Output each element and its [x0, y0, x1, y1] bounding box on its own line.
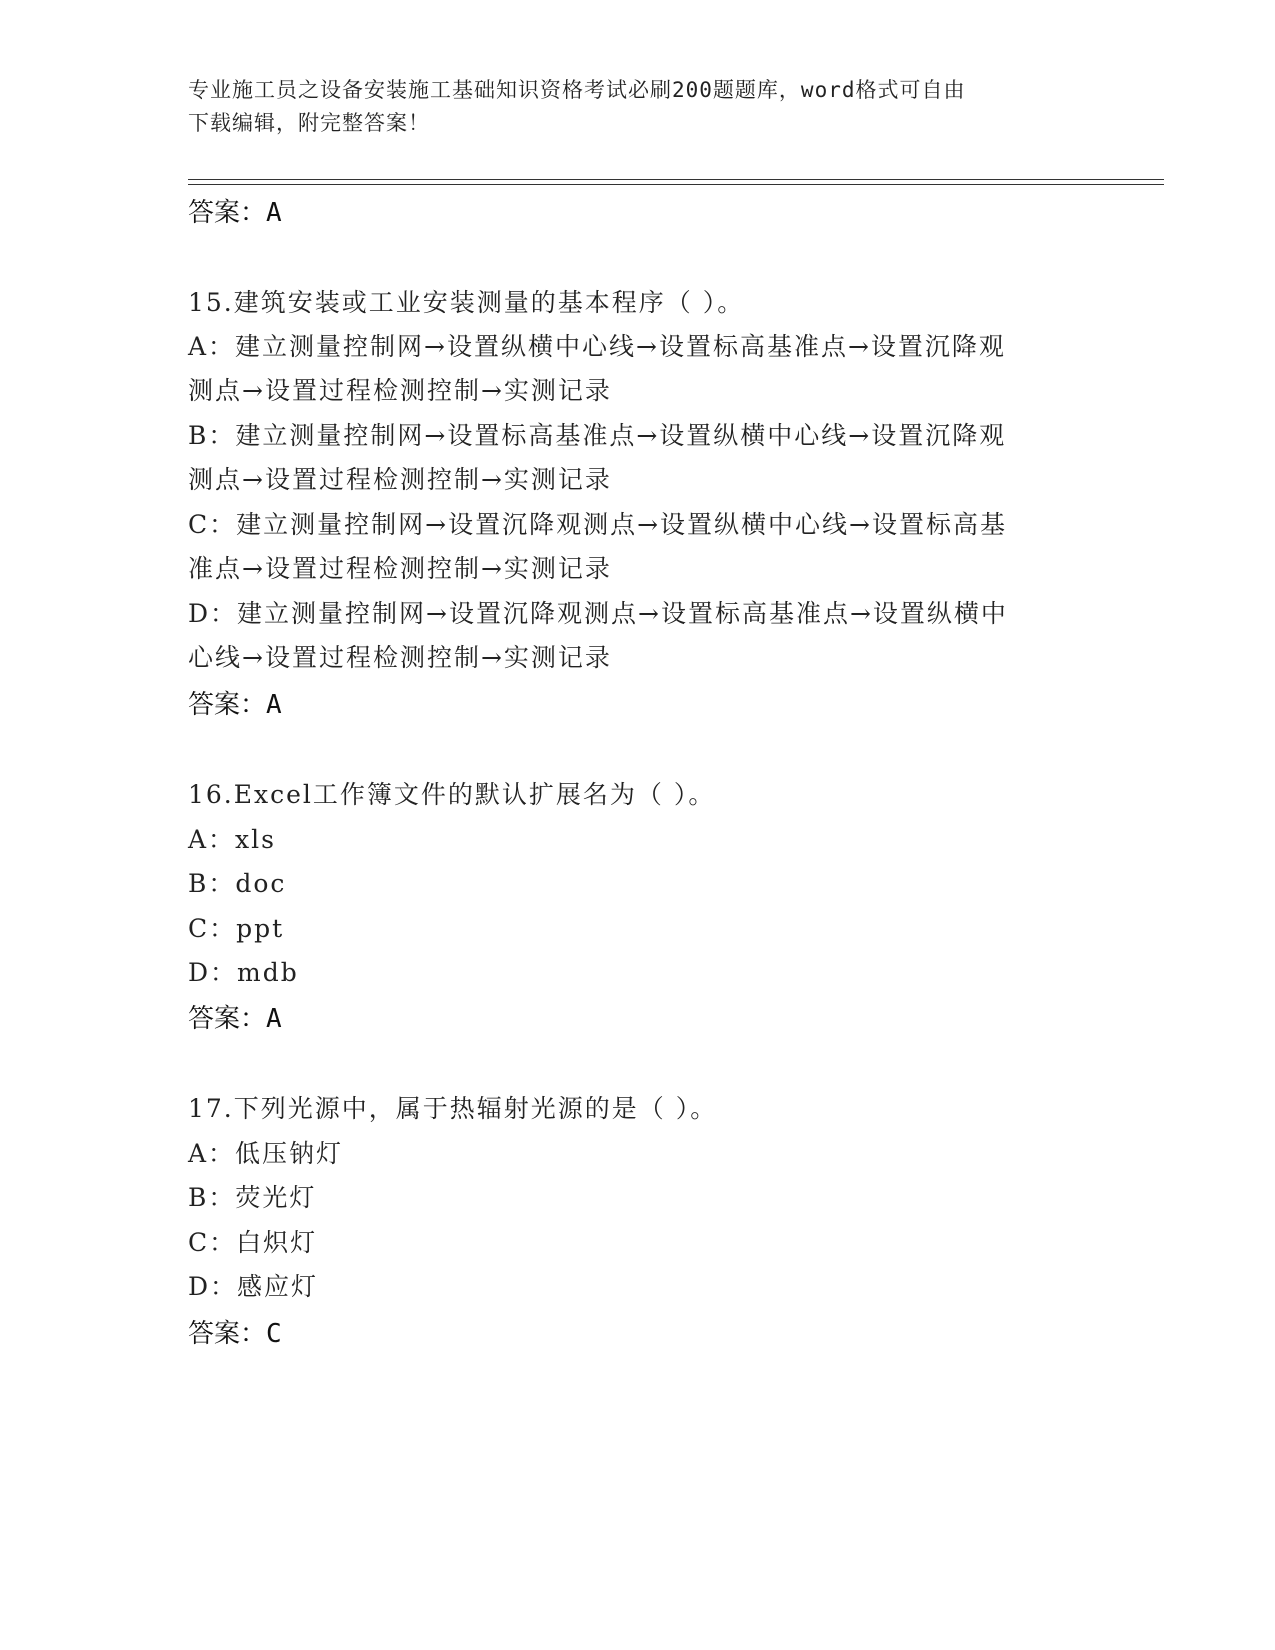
q15-option-c-line2: 准点→设置过程检测控制→实测记录: [188, 554, 612, 583]
document-header: [188, 74, 1068, 140]
q17-answer: 答案：C: [188, 1319, 282, 1349]
q15-option-c-line1: C：建立测量控制网→设置沉降观测点→设置纵横中心线→设置标高基: [188, 510, 1007, 539]
q15-answer: 答案：A: [188, 690, 282, 720]
q16-option-d: D：mdb: [188, 958, 299, 987]
q15-stem: 15.建筑安装或工业安装测量的基本程序（ ）。: [188, 288, 745, 317]
previous-answer: 答案：A: [188, 198, 282, 228]
q15-option-a-line2: 测点→设置过程检测控制→实测记录: [188, 376, 612, 405]
header-line-2: 下载编辑，附完整答案！: [188, 111, 430, 135]
q16-answer: 答案：A: [188, 1004, 282, 1034]
header-divider-bottom: [188, 184, 1164, 185]
q16-option-c: C：ppt: [188, 914, 285, 943]
q15-option-b-line1: B：建立测量控制网→设置标高基准点→设置纵横中心线→设置沉降观: [188, 421, 1007, 450]
q16-option-a: A：xls: [188, 825, 276, 854]
q17-option-a: A：低压钠灯: [188, 1139, 344, 1168]
q15-option-d-line2: 心线→设置过程检测控制→实测记录: [188, 643, 612, 672]
q17-option-d: D：感应灯: [188, 1272, 319, 1301]
q15-option-b-line2: 测点→设置过程检测控制→实测记录: [188, 465, 612, 494]
q17-option-b: B：荧光灯: [188, 1183, 317, 1212]
q16-option-b: B：doc: [188, 869, 287, 898]
q17-option-c: C：白炽灯: [188, 1228, 318, 1257]
header-divider-top: [188, 179, 1164, 180]
q16-stem: 16.Excel工作簿文件的默认扩展名为（ ）。: [188, 780, 716, 809]
q15-option-d-line1: D：建立测量控制网→设置沉降观测点→设置标高基准点→设置纵横中: [188, 599, 1008, 628]
header-line-1: 专业施工员之设备安装施工基础知识资格考试必刷200题题库，word格式可自由: [188, 78, 966, 102]
q17-stem: 17.下列光源中，属于热辐射光源的是（ ）。: [188, 1094, 718, 1123]
q15-option-a-line1: A：建立测量控制网→设置纵横中心线→设置标高基准点→设置沉降观: [188, 332, 1006, 361]
